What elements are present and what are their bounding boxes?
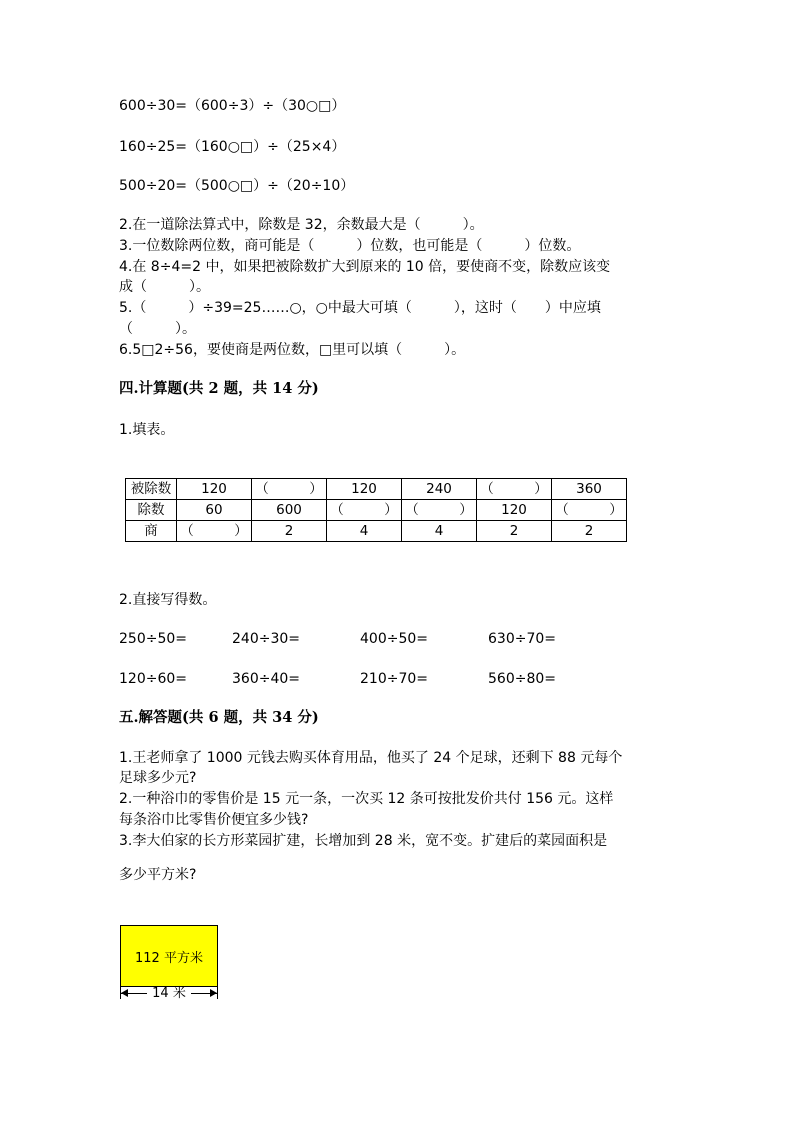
- equation-2: 160÷25=（160○□）÷（25×4）: [119, 139, 346, 155]
- equation-3: 500÷20=（500○□）÷（20÷10）: [119, 178, 355, 194]
- equation-1: 600÷30=（600÷3）÷（30○□）: [119, 98, 346, 114]
- calc-item: 120÷60=: [119, 671, 187, 687]
- question-5-3-line2: 多少平方米?: [119, 867, 197, 883]
- arrow-left-icon: [121, 989, 128, 997]
- question-3-2: 2.在一道除法算式中，除数是 32，余数最大是（ ）。: [119, 217, 484, 233]
- question-5-2-line2: 每条浴巾比零售价便宜多少钱?: [119, 812, 309, 828]
- table-cell: 2: [252, 521, 327, 542]
- table-cell: （ ）: [252, 479, 327, 500]
- section-5-heading: 五.解答题(共 6 题，共 34 分): [119, 709, 319, 726]
- table-cell: 120: [177, 479, 252, 500]
- question-5-2-line1: 2.一种浴巾的零售价是 15 元一条，一次买 12 条可按批发价共付 156 元。这样: [119, 791, 614, 807]
- question-3-4-line2: 成（ ）。: [119, 279, 210, 295]
- question-3-3: 3.一位数除两位数，商可能是（ ）位数，也可能是（ ）位数。: [119, 238, 581, 254]
- question-5-1-line1: 1.王老师拿了 1000 元钱去购买体育用品，他买了 24 个足球，还剩下 88 元每个: [119, 750, 623, 766]
- table-cell: 240: [402, 479, 477, 500]
- table-row: [126, 500, 627, 521]
- table-cell: 600: [252, 500, 327, 521]
- table-cell: 2: [552, 521, 627, 542]
- calc-item: 240÷30=: [232, 631, 300, 647]
- calc-item: 250÷50=: [119, 631, 187, 647]
- calc-item: 360÷40=: [232, 671, 300, 687]
- area-label: 112 平方米: [135, 950, 203, 966]
- table-cell: 120: [327, 479, 402, 500]
- question-5-3-line1: 3.李大伯家的长方形菜园扩建，长增加到 28 米，宽不变。扩建后的菜园面积是: [119, 833, 608, 849]
- question-4-2: 2.直接写得数。: [119, 592, 217, 608]
- calc-item: 400÷50=: [360, 631, 428, 647]
- table-cell: （ ）: [177, 521, 252, 542]
- arrow-right-icon: [210, 989, 217, 997]
- table-cell: （ ）: [402, 500, 477, 521]
- table-row: [126, 479, 627, 500]
- table-cell: （ ）: [552, 500, 627, 521]
- fill-table: [125, 478, 627, 542]
- dimension-tick-right: [217, 987, 218, 999]
- table-cell: （ ）: [477, 479, 552, 500]
- table-cell: 商: [126, 521, 177, 542]
- section-4-heading: 四.计算题(共 2 题，共 14 分): [119, 380, 319, 397]
- table-cell: 4: [402, 521, 477, 542]
- question-3-4-line1: 4.在 8÷4=2 中，如果把被除数扩大到原来的 10 倍，要使商不变，除数应该变: [119, 259, 611, 275]
- table-cell: 被除数: [126, 479, 177, 500]
- question-4-1: 1.填表。: [119, 422, 175, 438]
- table-row: [126, 521, 627, 542]
- table-cell: 除数: [126, 500, 177, 521]
- table-cell: 360: [552, 479, 627, 500]
- calc-item: 630÷70=: [488, 631, 556, 647]
- calc-item: 560÷80=: [488, 671, 556, 687]
- question-5-1-line2: 足球多少元?: [119, 770, 197, 786]
- question-3-5-line2: （ ）。: [119, 321, 196, 337]
- width-label: 14 米: [152, 986, 186, 1001]
- question-3-6: 6.5□2÷56，要使商是两位数，□里可以填（ ）。: [119, 342, 466, 358]
- width-dimension: [120, 985, 218, 1003]
- table-cell: 2: [477, 521, 552, 542]
- table-cell: （ ）: [327, 500, 402, 521]
- question-3-5-line1: 5.（ ）÷39=25……○，○中最大可填（ ），这时（ ）中应填: [119, 300, 601, 316]
- calc-item: 210÷70=: [360, 671, 428, 687]
- table-cell: 4: [327, 521, 402, 542]
- table-cell: 60: [177, 500, 252, 521]
- table-cell: 120: [477, 500, 552, 521]
- garden-rectangle: [120, 925, 218, 987]
